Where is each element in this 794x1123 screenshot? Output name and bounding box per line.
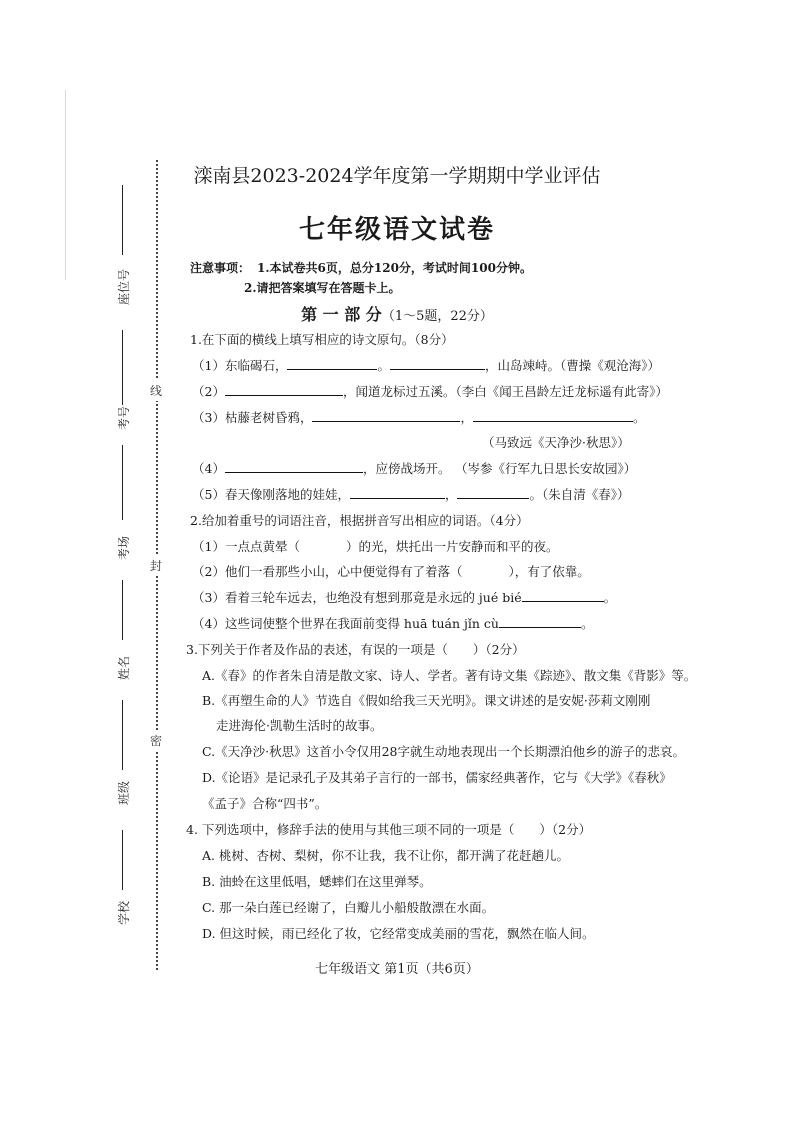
q1-stem: 1.在下面的横线上填写相应的诗文原句。（8分） [190,332,454,347]
q4-option-d: D. 但这时候，雨已经化了妆，它经常变成美丽的雪花，飘然在临人间。 [202,926,595,941]
q1-item4-text: （4） [192,461,225,476]
notes-label: 注意事项： [190,261,251,275]
q2-item1-text: （1）一点点黄晕（ [192,539,300,554]
seal-word-closed: 密 [150,730,162,751]
answer-blank [225,460,363,473]
q2-item1-text2: ）的光，烘托出一片安静而和平的夜。 [345,539,559,554]
q4-option-c: C. 那一朵白莲已经谢了，白瓣儿小船般散漂在水面。 [202,900,495,915]
label-exam-room: 考场 [117,535,131,560]
q1-item3-source: （马致远《天净沙·秋思》） [482,435,630,450]
answer-blank [287,357,377,370]
q2-item3: （3）看着三轮车远去，也绝没有想到那竟是永远的 jué bié 。 [192,590,617,605]
exam-number-line [122,330,123,405]
label-exam-number: 考号 [117,405,131,430]
q4-option-b: B. 油蛉在这里低唱，蟋蟀们在这里弹琴。 [202,874,432,889]
q1-item4 [192,459,450,477]
part-title: 第 一 部 分 [301,305,382,324]
part-range: （1～5题，22分） [381,309,493,324]
label-name: 姓名 [117,655,131,680]
q2-item4: （4）这些词使整个世界在我面前变得 huā tuán jǐn cù 。 [192,616,594,631]
note-1: 1.本试卷共6页，总分120分，考试时间100分钟。 [257,261,532,275]
q2-item3-text: （3）看着三轮车远去，也绝没有想到那竟是永远的 jué bié [192,590,522,605]
exam-room-line [122,445,123,520]
q1-item2 [192,382,668,400]
answer-blank [499,615,581,628]
q1-item3: （3）枯藤老树昏鸦， ， 。 [192,410,646,425]
name-line [122,580,123,640]
q2-item2-text2: ），有了依靠。 [508,564,590,579]
q1-item5-text: （5）春天像刚落地的娃娃， [192,487,350,502]
q2-item4-text: （4）这些词使整个世界在我面前变得 huā tuán jǐn cù [192,616,499,631]
q1-item5: （5）春天像刚落地的娃娃， ， 。（朱自清《春》） [192,487,630,502]
q4-option-a: A. 桃树、杏树、梨树，你不让我，我不让你，都开满了花赶趟儿。 [202,848,569,863]
q1-item4-text2: ，应傍战场开。 [362,461,451,476]
q3-stem: 3.下列关于作者及作品的表述，有误的一项是（ ）（2分） [186,642,525,657]
q1-item4-source: （岑参《行军九日思长安故园》） [455,461,637,476]
q1-item2-text: （2） [192,384,225,399]
seal-word-line: 线 [150,380,162,401]
q3-option-d: D.《论语》是记录孔子及其弟子言行的一部书，儒家经典著作，它与《大学》《春秋》 [202,770,672,785]
q2-item1 [192,537,558,555]
answer-blank [312,409,460,422]
label-class: 班级 [117,780,131,805]
q1-item1-source: ，山岛竦峙。（曹操《观沧海》） [484,358,660,373]
q3-option-d-cont: 《孟子》合称“四书”。 [202,796,328,811]
paper-title: 七年级语文试卷 [298,215,495,245]
school-line [122,830,123,890]
q2-item2 [192,562,590,580]
answer-blank [390,357,485,370]
answer-blank [457,486,529,499]
q1-item1-text: （1）东临碣石， [192,358,288,373]
q1-item2-source: ，闻道龙标过五溪。（李白《闻王昌龄左迁龙标遥有此寄》） [342,384,668,399]
exam-title: 滦南县2023-2024学年度第一学期期中学业评估 [193,165,601,187]
answer-blank [473,409,633,422]
label-school: 学校 [117,900,131,925]
q1-item3-text: （3）枯藤老树昏鸦， [192,410,313,425]
part-heading [0,302,794,325]
answer-blank [522,589,604,602]
page-footer: 七年级语文 第1页（共6页） [315,962,479,977]
q2-stem: 2.给加着重号的词语注音，根据拼音写出相应的词语。（4分） [190,513,529,528]
label-seat-number: 座位号 [117,268,131,305]
q1-item1: （1）东临碣石， 。 ，山岛竦峙。（曹操《观沧海》） [192,358,660,373]
q4-stem: 4. 下列选项中，修辞手法的使用与其他三项不同的一项是（ ）（2分） [186,822,592,837]
seal-word-seal: 封 [150,555,162,576]
q3-option-c: C.《天净沙·秋思》这首小令仅用28字就生动地表现出一个长期漂泊他乡的游子的悲哀。 [202,744,685,759]
class-line [122,700,123,770]
answer-blank [225,383,343,396]
note-2: 2.请把答案填写在答题卡上。 [244,281,401,295]
q3-option-b: B.《再塑生命的人》节选自《假如给我三天光明》。课文讲述的是安妮·莎莉文刚刚 [202,693,651,708]
answer-blank [350,486,445,499]
q3-option-b-cont: 走进海伦·凯勒生活时的故事。 [216,718,383,733]
q2-item2-text: （2）他们一看那些小山，心中便觉得有了着落（ [192,564,463,579]
q1-item5-source: （朱自清《春》） [542,487,630,502]
q3-option-a: A.《春》的作者朱自清是散文家、诗人、学者。著有诗文集《踪迹》、散文集《背影》等。 [202,668,697,683]
